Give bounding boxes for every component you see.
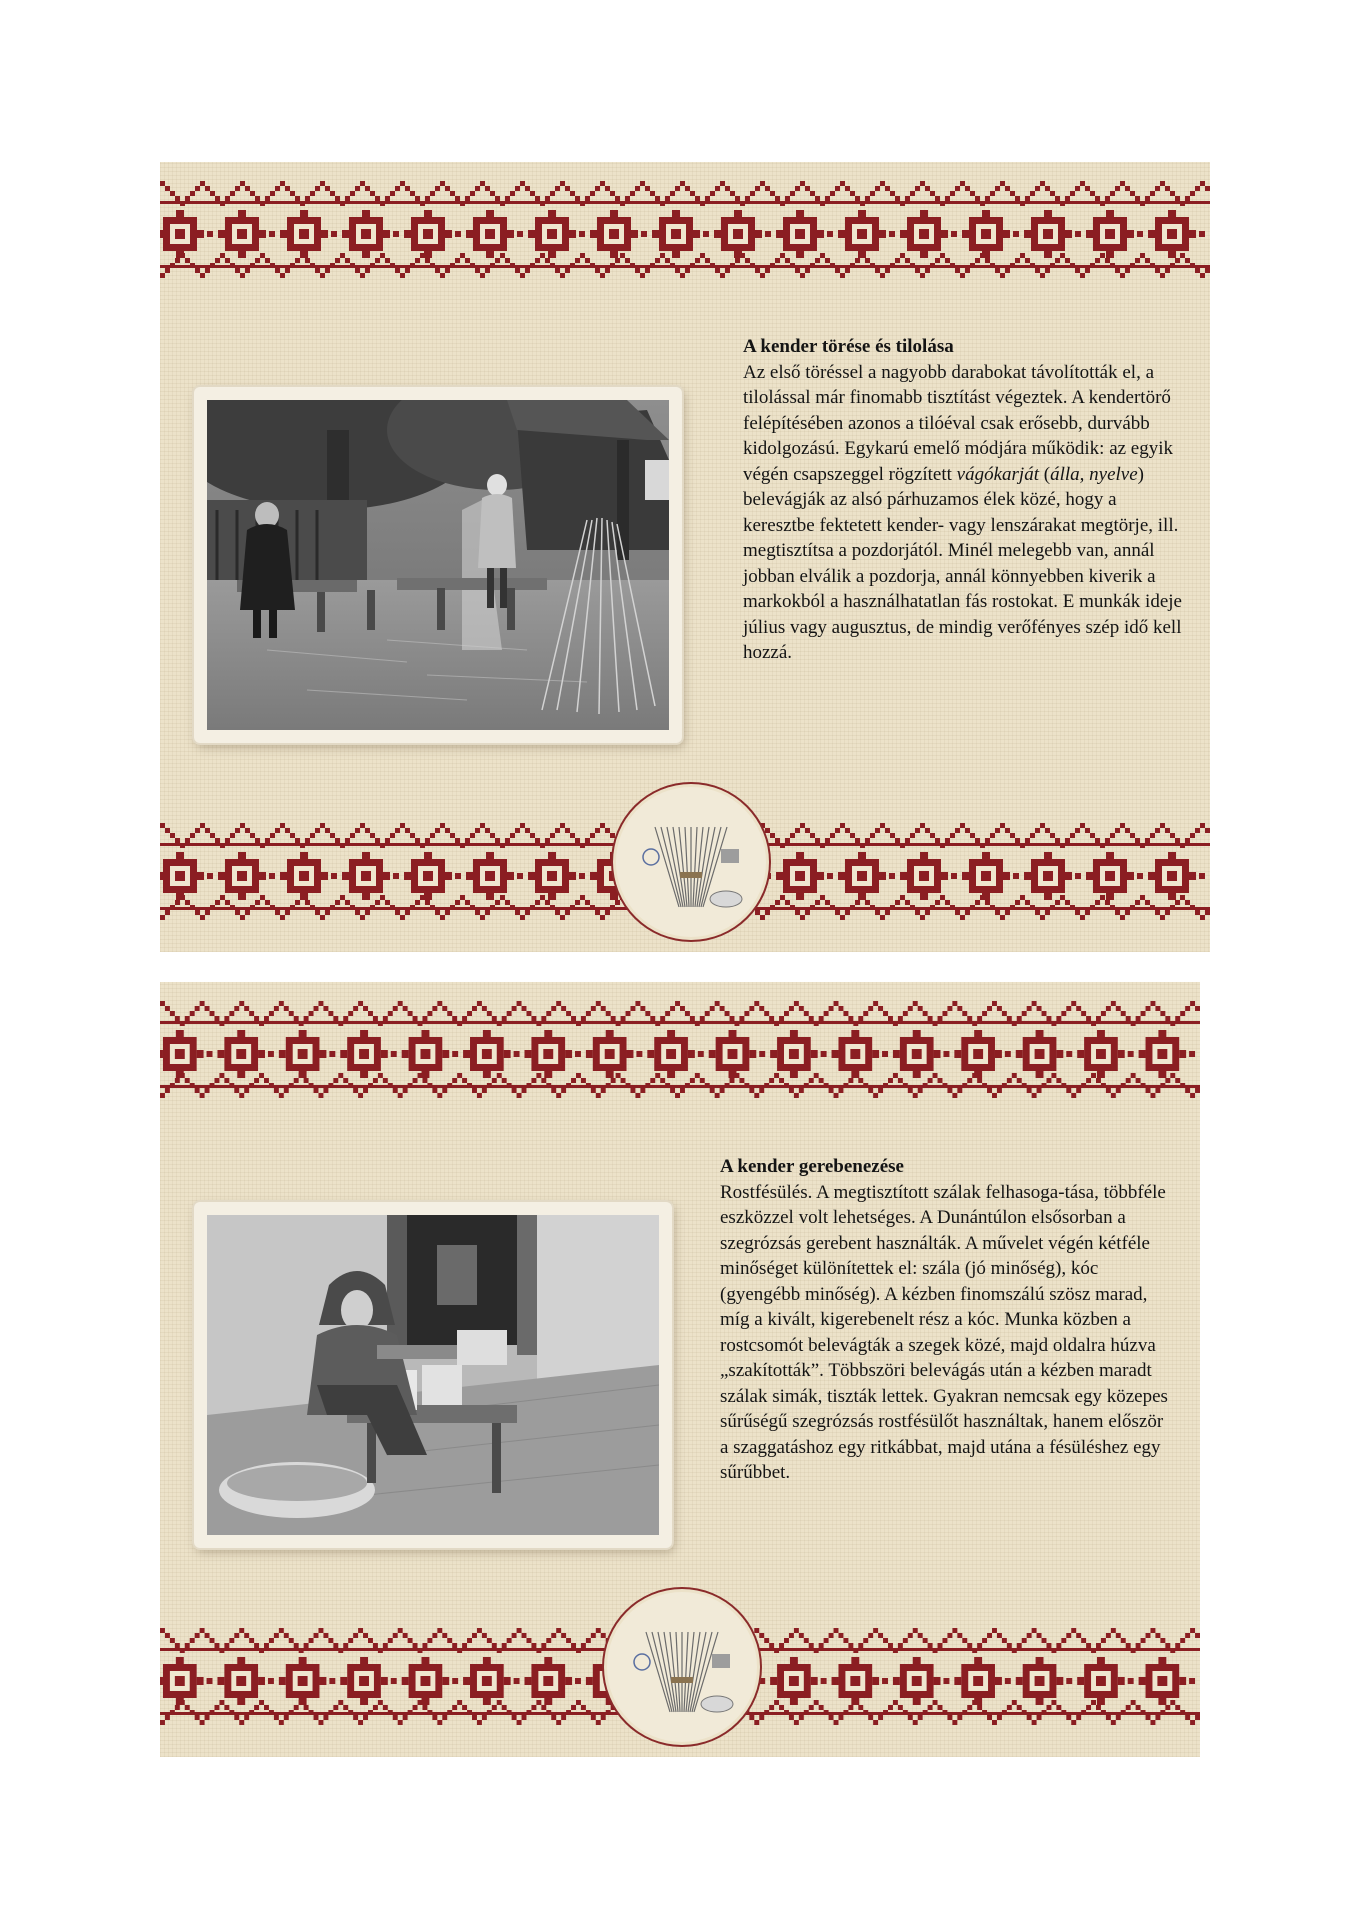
embroidery-band-top [160, 997, 1200, 1112]
page-card-combing [160, 982, 1200, 1757]
text-block [743, 334, 1183, 666]
section-title: A kender törése és tilolása [743, 336, 954, 357]
section-body: Az első töréssel a nagyobb darabokat távolították el, a tilolással már finomabb tisztítást végeztek. A kendertörő felépítésében azonos a tilóéval csak erősebb, durvább kidolgozású. Egykarú emelő módjára működik: az egyik végén csapszeggel rögzített vágókarját (álla, nyelve) belevágják az alsó párhuzamos élek közé, hogy a keresztbe fektetett kender- vagy lenszárakat megtörje, ill. megtisztítsa a pozdorjától. Minél melegebb van, annál jobban elválik a pozdorja, annál könnyebben kiverik a markokból a használhatatlan fás rostokat. E munkák ideje július vagy augusztus, de mindig verőfényes szép idő kell hozzá. [743, 361, 1182, 663]
photo-frame [194, 387, 682, 743]
photo-hemp-breaking [207, 400, 669, 730]
hemp-sheaf-medallion-icon [616, 787, 766, 937]
page-card-breaking [160, 162, 1210, 952]
embroidery-band-top [160, 177, 1210, 292]
photo-frame [194, 1202, 672, 1548]
section-body: Rostfésülés. A megtisztított szálak felhasoga-tása, többféle eszközzel volt lehetséges. A Dunántúlon elsősorban a szegrózsás gerebent használták. A művelet végén kétféle minőséget különítettek el: szála (jó minőség), kóc (gyengébb minőség). A kézben finomszálú szösz marad, míg a kivált, kigerebenelt rész a kóc. Munka közben a rostcsomót belevágták a szegek közé, majd oldalra húzva „szakították”. Többszöri belevágás után a kézben maradt szálak simák, tiszták lettek. Gyakran nemcsak egy közepes sűrűségű szegrózsás rostfésülőt használtak, hanem először a szaggatáshoz egy ritkábbat, majd utána a fésüléshez egy sűrűbbet. [720, 1181, 1168, 1483]
text-block [720, 1154, 1170, 1486]
photo-hemp-combing [207, 1215, 659, 1535]
section-title: A kender gerebenezése [720, 1156, 904, 1177]
hemp-sheaf-medallion-icon [607, 1592, 757, 1742]
